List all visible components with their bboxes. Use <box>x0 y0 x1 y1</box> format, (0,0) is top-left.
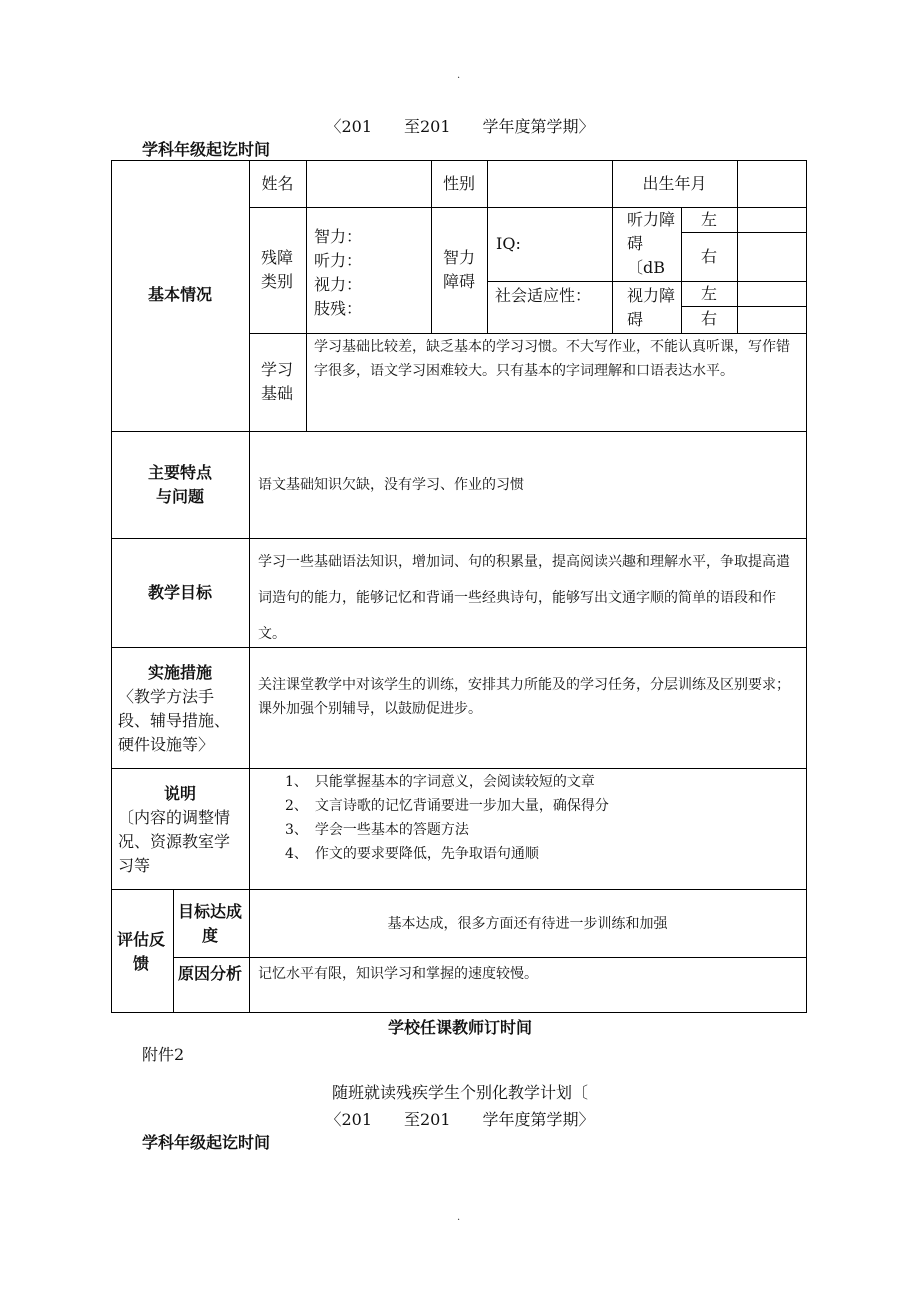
vision-label: 视力障碍 <box>627 286 676 329</box>
period-line-1: 〈201 至201 学年度第学期〉 <box>325 117 595 136</box>
vision-left: 左 <box>700 284 717 303</box>
gender-label: 性别 <box>442 174 475 193</box>
birth-label: 出生年月 <box>642 174 707 193</box>
top-dot: . <box>457 70 461 81</box>
study-base-text: 学习基础比较差，缺乏基本的学习习惯。不大写作业，不能认真听课，写作错字很多，语文学习困难较大。只有基本的字词理解和口语表达水平。 <box>314 339 790 379</box>
measures-sub: 〈教学方法手段、辅导措施、硬件设施等〉 <box>118 687 231 754</box>
name-label: 姓名 <box>261 174 294 193</box>
features-label-line: 主要特点 <box>147 463 212 482</box>
features-text: 语文基础知识欠缺，没有学习、作业的习惯 <box>258 477 524 493</box>
notes-item: 2、 文言诗歌的记忆背诵要进一步加大量，确保得分 <box>285 798 609 814</box>
disability-item: 听力： <box>314 251 363 270</box>
disability-type-label: 残障类别 <box>260 248 293 291</box>
eval-label: 评估反馈 <box>116 930 165 973</box>
period-line-2: 〈201 至201 学年度第学期〉 <box>325 1110 595 1129</box>
notes-item: 3、 学会一些基本的答题方法 <box>285 822 469 838</box>
vision-right: 右 <box>700 309 717 328</box>
measures-text: 关注课堂教学中对该学生的训练，安排其力所能及的学习任务，分层训练及区别要求；课外加强个别辅导，以鼓励促进步。 <box>258 677 790 717</box>
footer-sign: 学校任课教师订时间 <box>387 1018 532 1037</box>
notes-sub: 〔内容的调整情况、资源教室学习等 <box>118 808 231 875</box>
notes-list <box>285 770 800 866</box>
goals-text: 学习一些基础语法知识，增加词、句的积累量，提高阅读兴趣和理解水平，争取提高遣词造句的能力，能够记忆和背诵一些经典诗句，能够写出文通字顺的简单的语段和作文。 <box>258 554 790 642</box>
subject-line-1: 学科年级起讫时间 <box>142 140 271 159</box>
measures-label: 实施措施 <box>147 663 212 682</box>
plan-title: 随班就读残疾学生个别化教学计划〔 <box>331 1083 588 1102</box>
hearing-right: 右 <box>700 247 717 266</box>
disability-list <box>314 225 424 321</box>
goals-label: 教学目标 <box>147 583 212 602</box>
disability-item: 肢残： <box>314 299 363 318</box>
notes-item: 1、 只能掌握基本的字词意义，会阅读较短的文章 <box>285 774 595 790</box>
social-label: 社会适应性： <box>495 286 592 305</box>
iq-label: IQ: <box>496 234 521 253</box>
features-label-line: 与问题 <box>155 487 204 506</box>
reason-label: 原因分析 <box>177 964 242 983</box>
notes-label: 说明 <box>163 784 196 803</box>
attachment-label: 附件2 <box>142 1045 185 1064</box>
basic-info-label: 基本情况 <box>147 285 212 304</box>
study-base-label: 学习基础 <box>260 360 293 403</box>
hearing-label: 听力障碍〔dB <box>627 210 676 277</box>
disability-item: 视力： <box>314 275 363 294</box>
target-label: 目标达成度 <box>177 902 242 945</box>
reason-text: 记忆水平有限，知识学习和掌握的速度较慢。 <box>258 966 538 982</box>
hearing-left: 左 <box>700 210 717 229</box>
subject-line-2: 学科年级起讫时间 <box>142 1133 271 1152</box>
intellectual-label: 智力障碍 <box>442 248 475 291</box>
features-label <box>111 461 249 509</box>
notes-item: 4、 作文的要求要降低，先争取语句通顺 <box>285 846 539 862</box>
disability-item: 智力： <box>314 227 363 246</box>
target-text: 基本达成，很多方面还有待进一步训练和加强 <box>387 916 668 932</box>
bottom-dot: . <box>457 1212 461 1223</box>
